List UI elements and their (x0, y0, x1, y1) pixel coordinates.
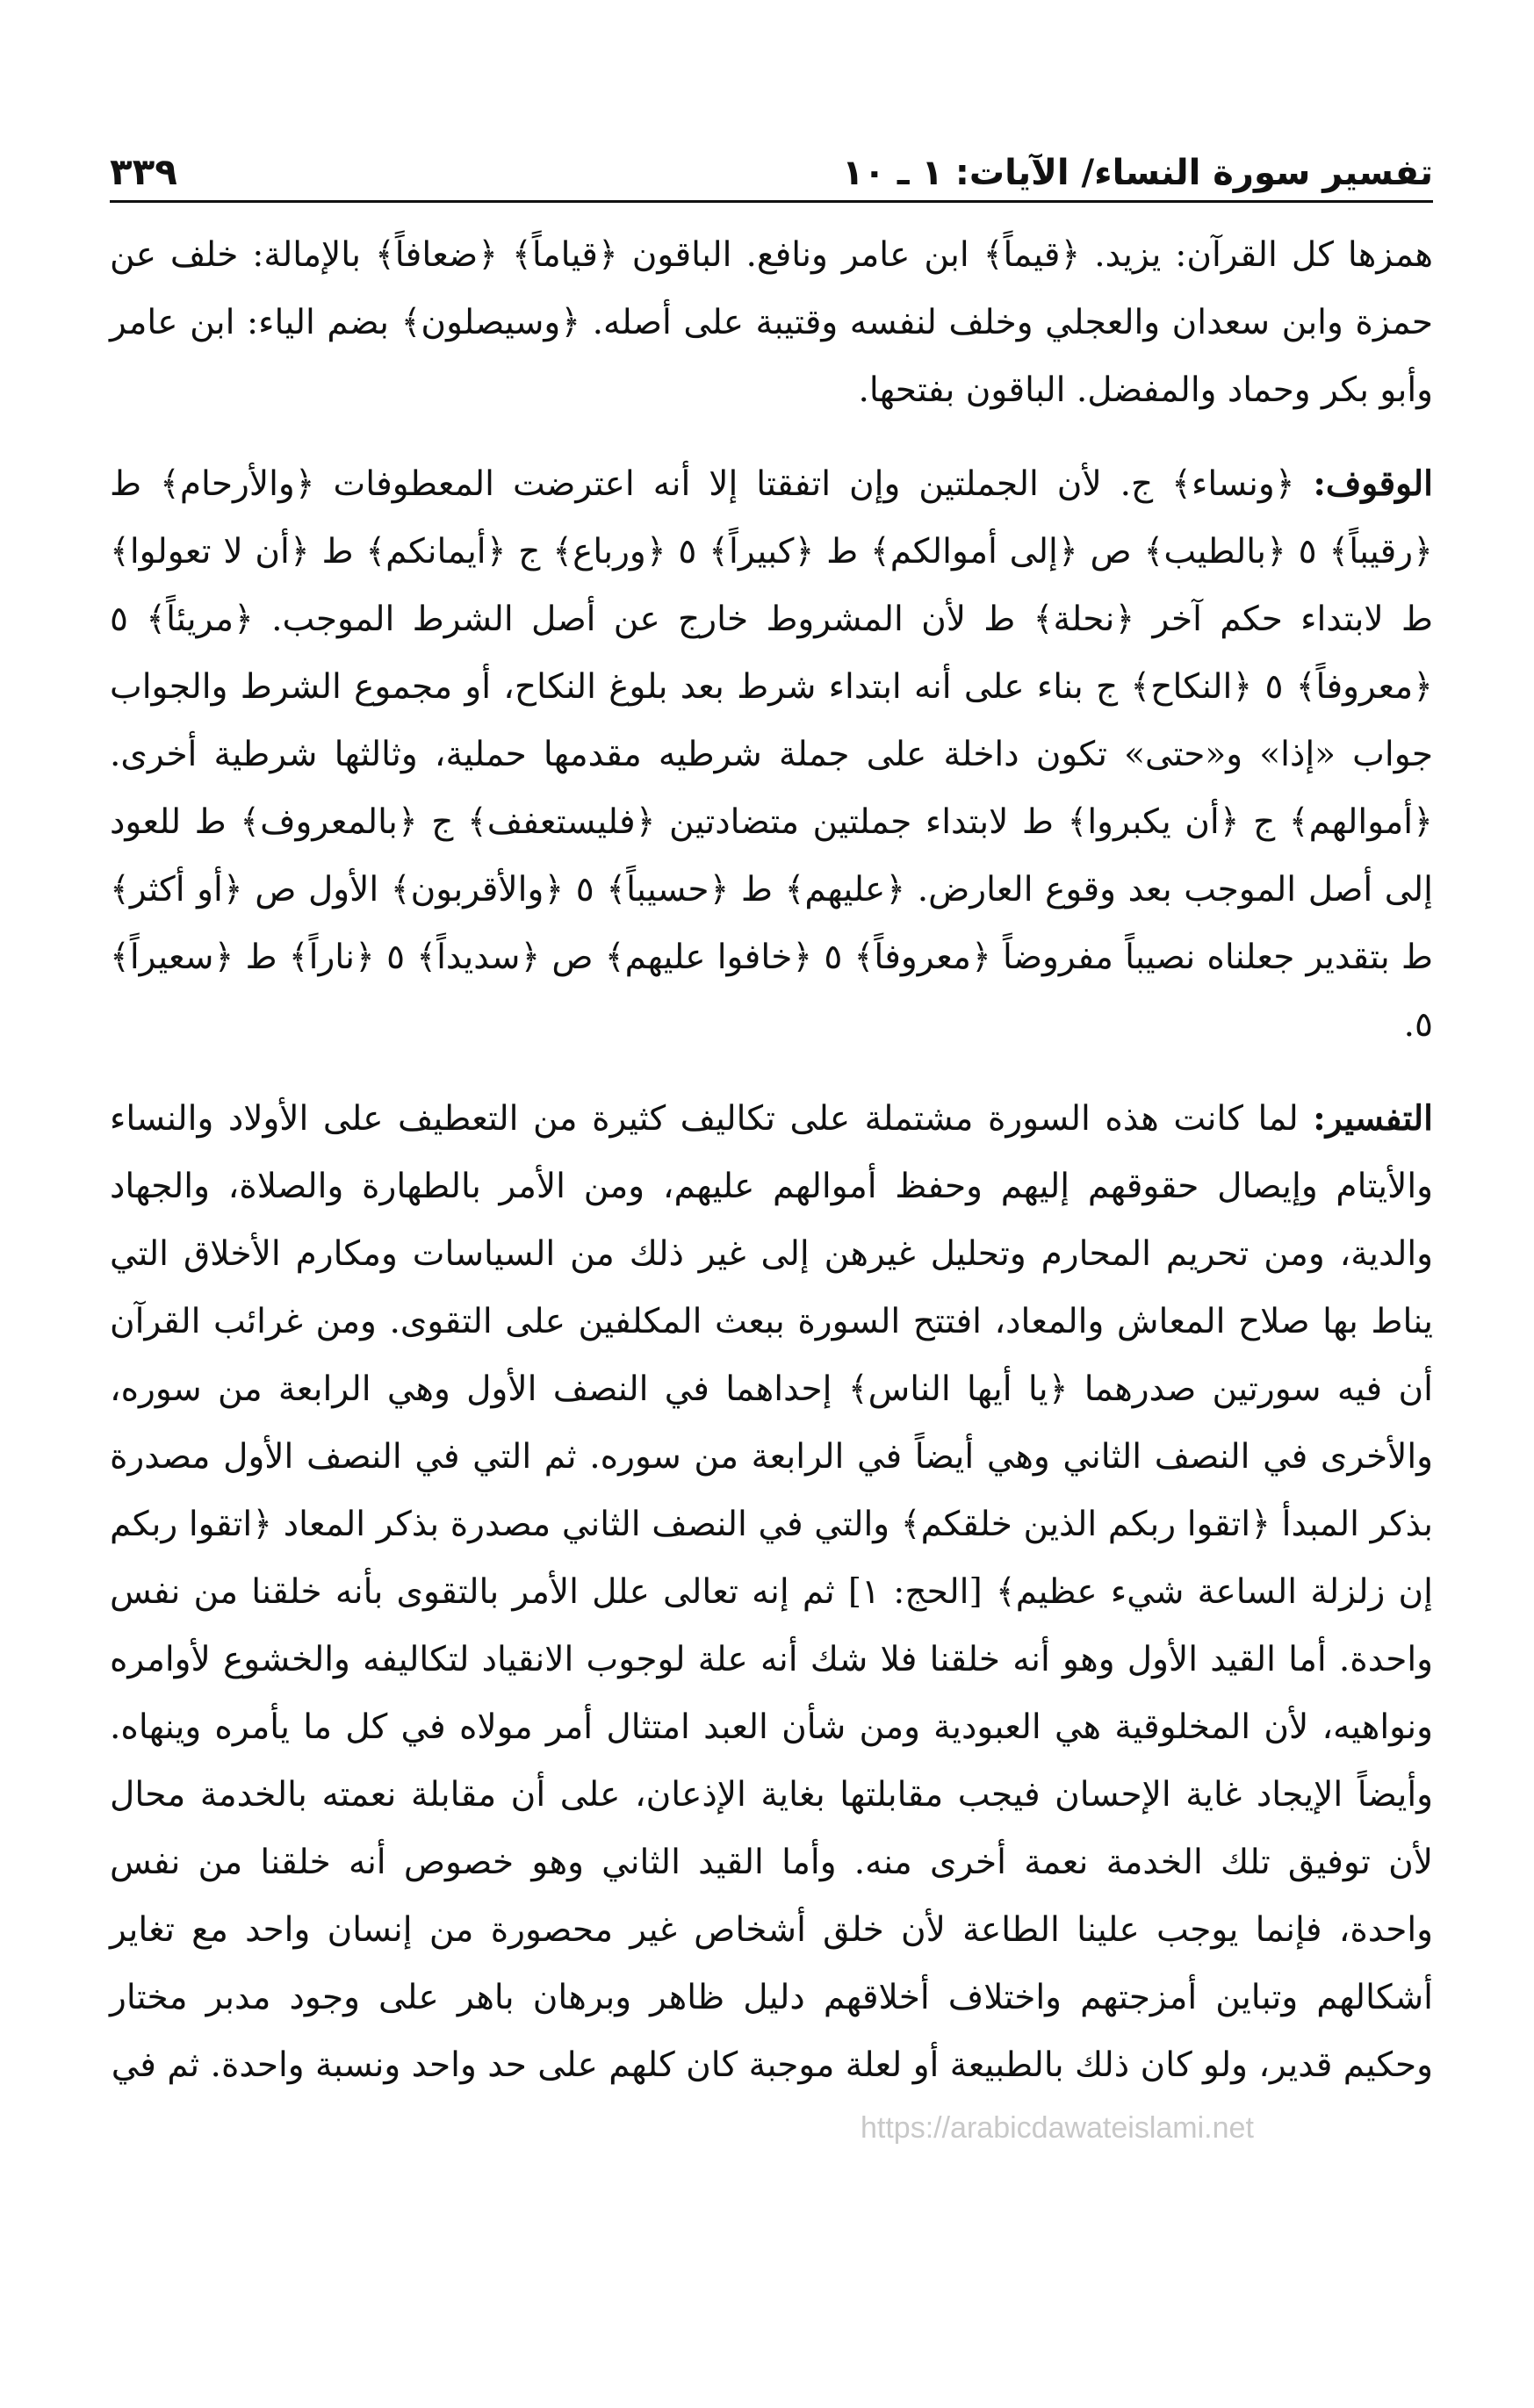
tafsir-text: لما كانت هذه السورة مشتملة على تكاليف كثيرة من التعطيف على الأولاد والنساء والأيتام وإيصال حقوقهم إليهم وحفظ أموالهم عليهم، ومن الأمر بالطهارة والصلاة، والجهاد والدية، ومن تحريم المحارم وتحليل غيرهن إلى غير ذلك من السياسات ومكارم الأخلاق التي يناط بها صلاح المعاش والمعاد، افتتح السورة ببعث المكلفين على التقوى. ومن غرائب القرآن أن فيه سورتين صدرهما ﴿يا أيها الناس﴾ إحداهما في النصف الأول وهي الرابعة من سوره، والأخرى في النصف الثاني وهي أيضاً في الرابعة من سوره. ثم التي في النصف الأول مصدرة بذكر المبدأ ﴿اتقوا ربكم الذين خلقكم﴾ والتي في النصف الثاني مصدرة بذكر المعاد ﴿اتقوا ربكم إن زلزلة الساعة شيء عظيم﴾ [الحج: ١] ثم إنه تعالى علل الأمر بالتقوى بأنه خلقنا من نفس واحدة. أما القيد الأول وهو أنه خلقنا فلا شك أنه علة لوجوب الانقياد لتكاليفه والخشوع لأوامره ونواهيه، لأن المخلوقية هي العبودية ومن شأن العبد امتثال أمر مولاه في كل ما يأمره وينهاه. وأيضاً الإيجاد غاية الإحسان فيجب مقابلتها بغاية الإذعان، على أن مقابلة نعمته بالخدمة محال لأن توفيق تلك الخدمة نعمة أخرى منه. وأما القيد الثاني وهو خصوص أنه خلقنا من نفس واحدة، فإنما يوجب علينا الطاعة لأن خلق أشخاص غير محصورة من إنسان واحد مع تغاير أشكالهم وتباين أمزجتهم واختلاف أخلاقهم دليل ظاهر وبرهان باهر على وجود مدبر مختار وحكيم قدير، ولو كان ذلك بالطبيعة أو لعلة موجبة كان كلهم على حد واحد ونسبة واحدة. ثم في (110, 1099, 1434, 2085)
page-number: ٣٣٩ (110, 150, 177, 193)
pauses-text: ﴿ونساء﴾ ج. لأن الجملتين وإن اتفقتا إلا أنه اعترضت المعطوفات ﴿والأرحام﴾ ط ﴿رقيباً﴾ ٥ ﴿بالطيب﴾ ص ﴿إلى أموالكم﴾ ط ﴿كبيراً﴾ ٥ ﴿ورباع﴾ ج ﴿أيمانكم﴾ ط ﴿أن لا تعولوا﴾ ط لابتداء حكم آخر ﴿نحلة﴾ ط لأن المشروط خارج عن أصل الشرط الموجب. ﴿مريئاً﴾ ٥ ﴿معروفاً﴾ ٥ ﴿النكاح﴾ ج بناء على أنه ابتداء شرط بعد بلوغ النكاح، أو مجموع الشرط والجواب جواب «إذا» و«حتى» تكون داخلة على جملة شرطيه مقدمها حملية، وثالثها شرطية أخرى. ﴿أموالهم﴾ ج ﴿أن يكبروا﴾ ط لابتداء جملتين متضادتين ﴿فليستعفف﴾ ج ﴿بالمعروف﴾ ط للعود إلى أصل الموجب بعد وقوع العارض. ﴿عليهم﴾ ط ﴿حسيباً﴾ ٥ ﴿والأقربون﴾ الأول ص ﴿أو أكثر﴾ ط بتقدير جعلناه نصيباً مفروضاً ﴿معروفاً﴾ ٥ ﴿خافوا عليهم﴾ ص ﴿سديداً﴾ ٥ ﴿ناراً﴾ ط ﴿سعيراً﴾ ٥. (110, 464, 1433, 1045)
readings-paragraph (110, 221, 1433, 424)
pauses-heading: الوقوف: (1313, 464, 1433, 504)
watermark-url: https://arabicdawateislami.net (861, 2111, 1254, 2145)
page-header (110, 132, 1433, 203)
readings-text: همزها كل القرآن: يزيد. ﴿قيماً﴾ ابن عامر ونافع. الباقون ﴿قياماً﴾ ﴿ضعافاً﴾ بالإمالة: خلف عن حمزة وابن سعدان والعجلي وخلف لنفسه وقتيبة على أصله. ﴿وسيصلون﴾ بضم الياء: ابن عامر وأبو بكر وحماد والمفضل. الباقون بفتحها. (110, 235, 1433, 410)
page-body (110, 221, 1433, 2125)
tafsir-paragraph (110, 1085, 1433, 2099)
pauses-paragraph (110, 450, 1433, 1059)
tafsir-heading: التفسير: (1313, 1098, 1433, 1139)
running-title: تفسير سورة النساء/ الآيات: ١ ـ ١٠ (842, 153, 1433, 193)
